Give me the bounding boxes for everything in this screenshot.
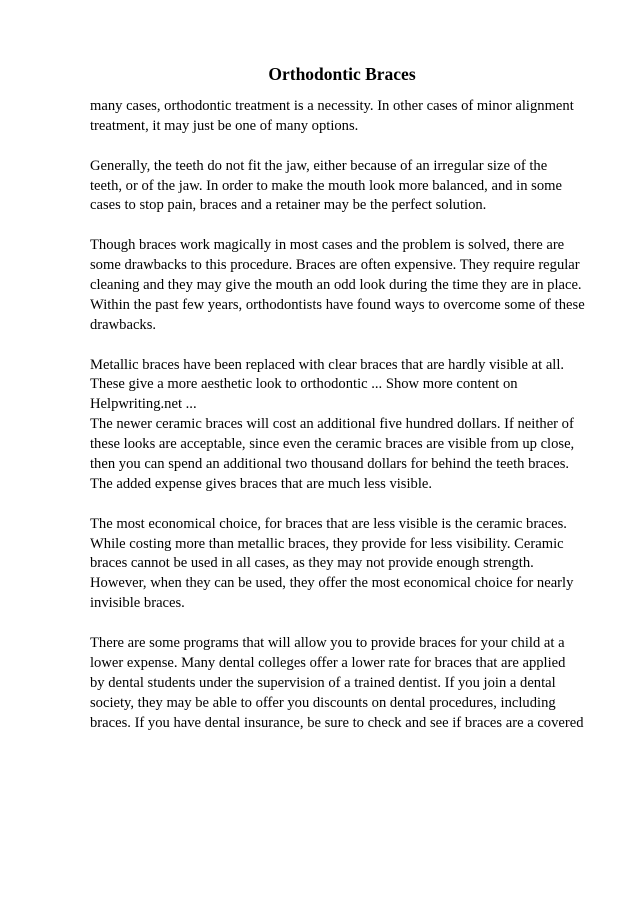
text-line: braces. If you have dental insurance, be sure to check and see if braces are a covered [90, 714, 584, 731]
text-line: Generally, the teeth do not fit the jaw, either because of an irregular size of the [90, 157, 548, 174]
text-line: cleaning and they may give the mouth an odd look during the time they are in place. [90, 277, 582, 294]
text-line: However, when they can be used, they offer the most economical choice for nearly [90, 575, 574, 592]
paragraph-2 [90, 157, 590, 217]
text-line: many cases, orthodontic treatment is a necessity. In other cases of minor alignment [90, 98, 574, 114]
text-line: teeth, or of the jaw. In order to make the mouth look more balanced, and in some [90, 177, 562, 194]
text-line: invisible braces. [90, 595, 185, 612]
text-line: The added expense gives braces that are much less visible. [90, 475, 433, 492]
text-line: These give a more aesthetic look to orthodontic ... Show more content on [90, 376, 518, 393]
text-line: While costing more than metallic braces, they provide for less visibility. Ceramic [90, 535, 564, 552]
paragraph-7 [90, 634, 590, 733]
paragraph-3 [90, 236, 590, 335]
text-line: There are some programs that will allow you to provide braces for your child at a [90, 635, 565, 652]
text-line: Metallic braces have been replaced with clear braces that are hardly visible at all. [90, 356, 565, 373]
text-line: some drawbacks to this procedure. Braces are often expensive. They require regular [90, 257, 580, 274]
text-line: society, they may be able to offer you discounts on dental procedures, including [90, 694, 556, 711]
paragraph-1 [90, 97, 590, 137]
paragraph-4 [90, 356, 590, 416]
text-line: Helpwriting.net ... [90, 396, 197, 413]
text-line: lower expense. Many dental colleges offer a lower rate for braces that are applied [90, 654, 566, 671]
text-line: The newer ceramic braces will cost an additional five hundred dollars. If neither of [90, 416, 574, 433]
paragraph-6 [90, 515, 590, 614]
text-line: then you can spend an additional two thousand dollars for behind the teeth braces. [90, 456, 570, 473]
text-line: cases to stop pain, braces and a retainer may be the perfect solution. [90, 197, 487, 214]
paragraph-5 [90, 415, 590, 495]
page-title: Orthodontic Braces [268, 64, 416, 84]
text-line: braces cannot be used in all cases, as they may not provide enough strength. [90, 555, 534, 572]
text-line: by dental students under the supervision of a trained dentist. If you join a dental [90, 674, 556, 691]
text-line: treatment, it may just be one of many options. [90, 117, 359, 134]
text-line: Though braces work magically in most cases and the problem is solved, there are [90, 237, 565, 254]
text-line: The most economical choice, for braces that are less visible is the ceramic braces. [90, 515, 567, 532]
text-line: these looks are acceptable, since even the ceramic braces are visible from up close, [90, 436, 575, 453]
text-line: Within the past few years, orthodontists have found ways to overcome some of these [90, 296, 585, 313]
text-line: drawbacks. [90, 316, 157, 333]
document-body [90, 97, 590, 734]
